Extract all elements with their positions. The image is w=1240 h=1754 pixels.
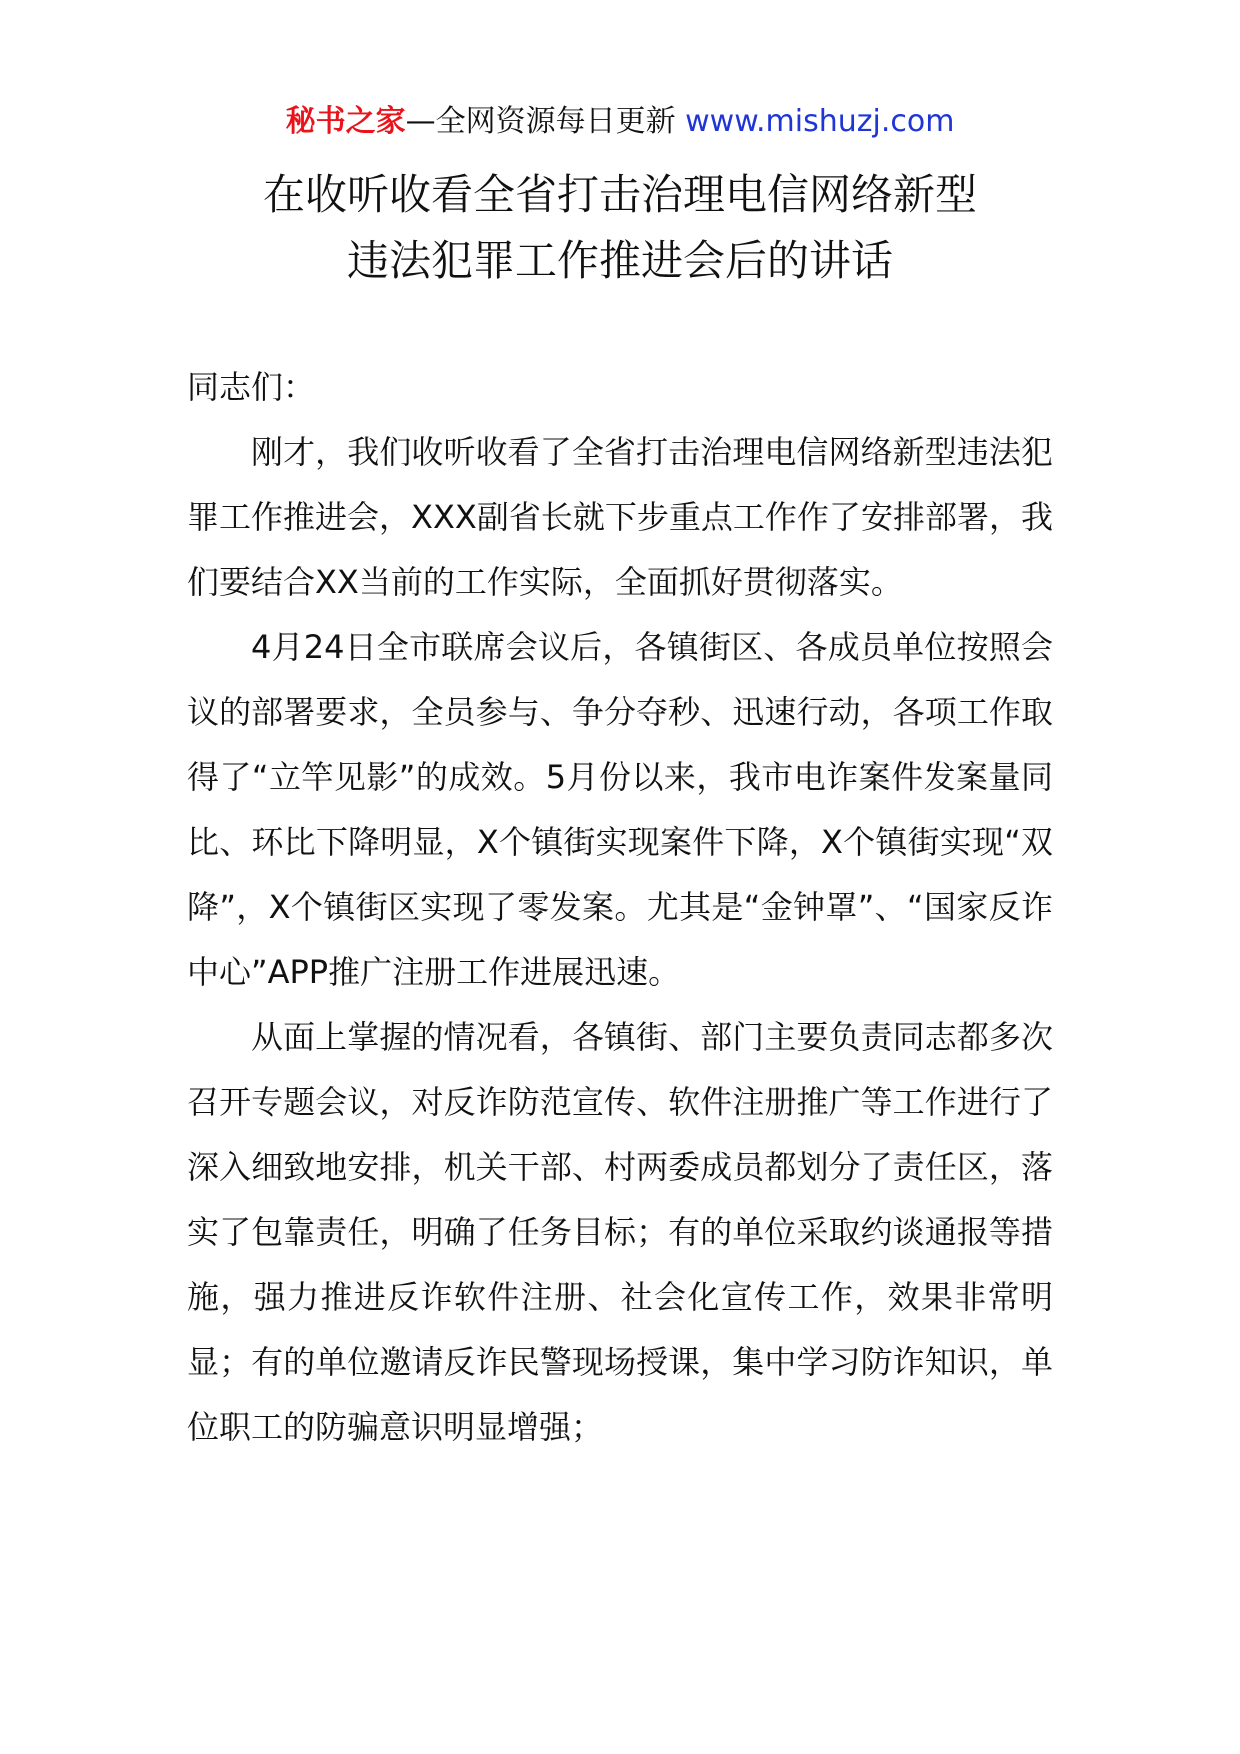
salutation: 同志们：	[187, 368, 316, 406]
paragraph-2: 4月24日全市联席会议后，各镇街区、各成员单位按照会议的部署要求，全员参与、争分夺秒、迅速行动，各项工作取得了“立竿见影”的成效。5月份以来，我市电诈案件发案量同比、环比下降明显，X个镇街实现案件下降，X个镇街实现“双降”，X个镇街区实现了零发案。尤其是“金钟罩”、“国家反诈中心”APP推广注册工作进展迅速。	[187, 628, 1053, 991]
paragraph-3: 从面上掌握的情况看，各镇街、部门主要负责同志都多次召开专题会议，对反诈防范宣传、软件注册推广等工作进行了深入细致地安排，机关干部、村两委成员都划分了责任区，落实了包靠责任，明确了任务目标；有的单位采取约谈通报等措施，强力推进反诈软件注册、社会化宣传工作，效果非常明显；有的单位邀请反诈民警现场授课，集中学习防诈知识，单位职工的防骗意识明显增强；	[187, 1018, 1053, 1446]
header-tagline: —全网资源每日更新	[405, 104, 676, 139]
brand-name: 秘书之家	[285, 104, 406, 139]
site-link[interactable]: www.mishuzj.com	[685, 104, 955, 139]
title-line-1: 在收听收看全省打击治理电信网络新型	[262, 170, 977, 219]
document-title	[0, 162, 1240, 294]
document-body	[187, 355, 1053, 1460]
title-line-2: 违法犯罪工作推进会后的讲话	[346, 236, 893, 285]
page-header	[0, 100, 1240, 144]
paragraph-1: 刚才，我们收听收看了全省打击治理电信网络新型违法犯罪工作推进会，XXX副省长就下步重点工作作了安排部署，我们要结合XX当前的工作实际，全面抓好贯彻落实。	[187, 433, 1053, 601]
